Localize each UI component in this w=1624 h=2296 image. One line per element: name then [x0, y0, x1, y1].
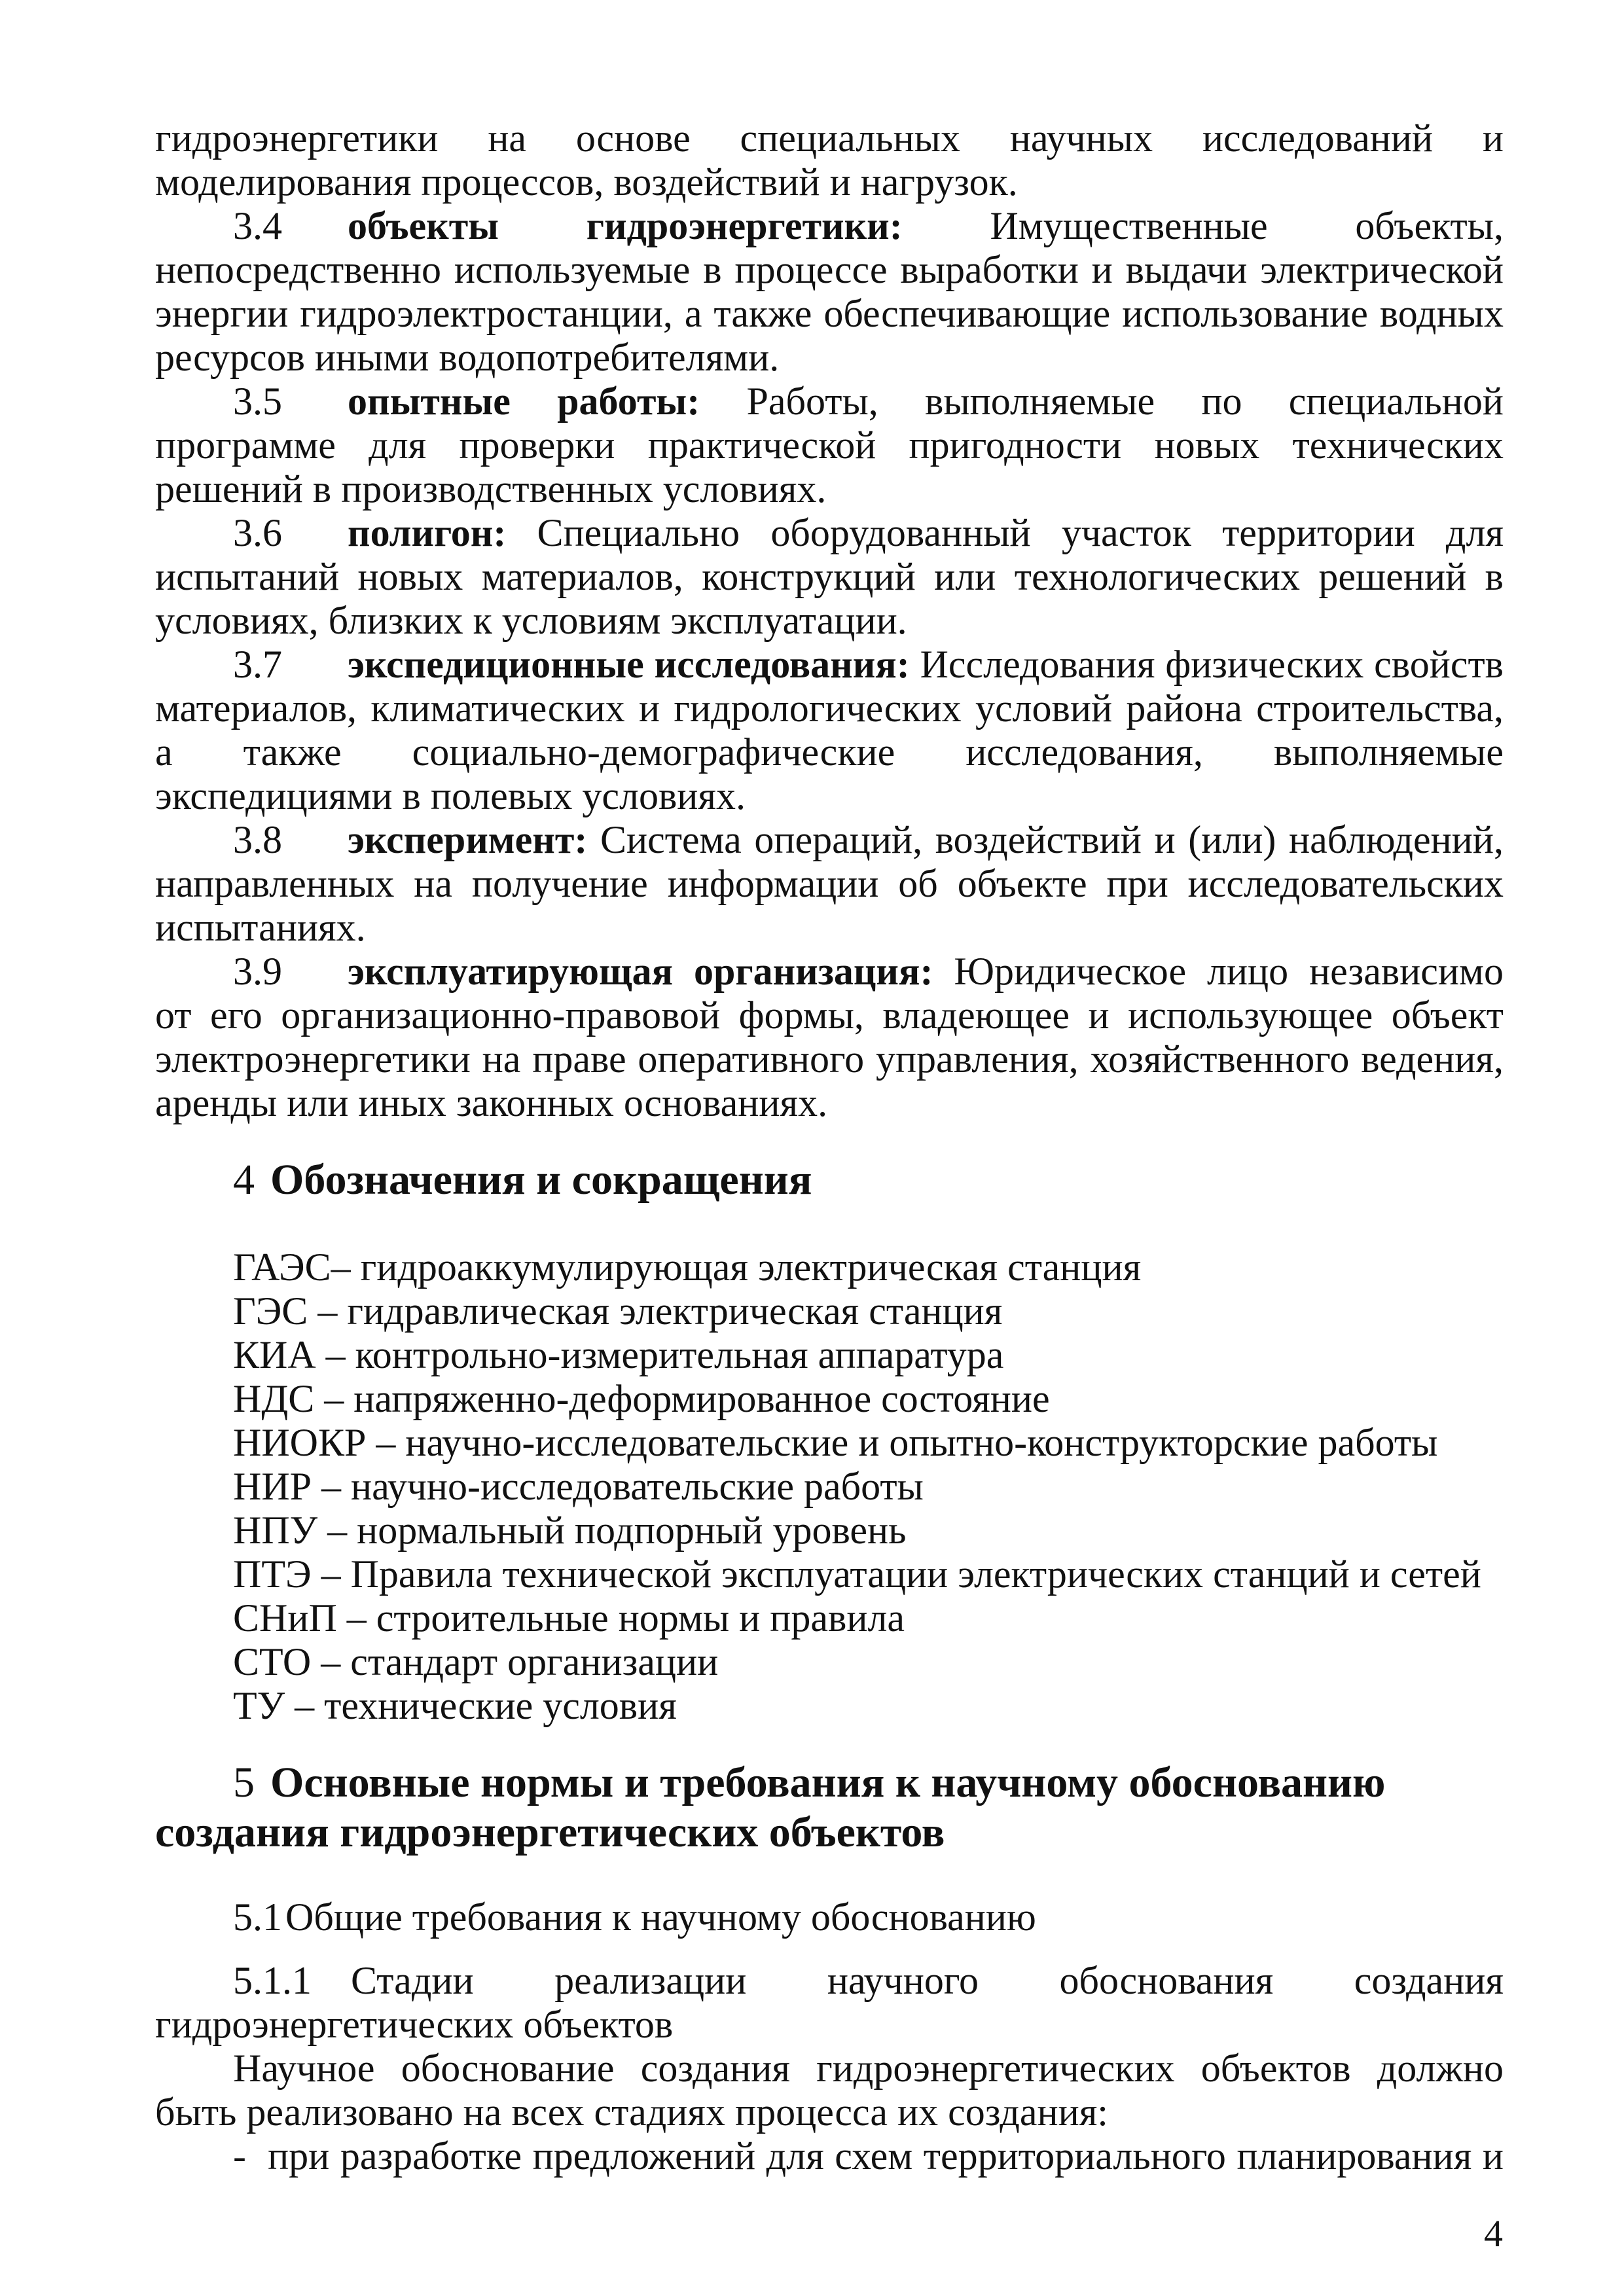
subsection-number: 5.1	[233, 1895, 282, 1939]
page-content	[155, 117, 1504, 2178]
definition-item	[155, 380, 1504, 511]
bullet-text: при разработке предложений для схем территориального планирования и	[268, 2134, 1504, 2178]
abbreviation-item: НИОКР – научно-исследовательские и опытно-конструкторские работы	[233, 1421, 1438, 1464]
bullet-item	[155, 2134, 1504, 2178]
subsection-heading	[155, 1895, 1504, 1939]
definition-term: объекты гидроэнергетики:	[348, 204, 903, 247]
definition-term: экспедиционные исследования:	[348, 643, 910, 686]
section-number: 4	[233, 1156, 255, 1204]
intro-paragraph: гидроэнергетики на основе специальных научных исследований и моделирования процессов, воздействий и нагрузок.	[155, 117, 1504, 204]
subsubsection-number: 5.1.1	[233, 1959, 312, 2002]
definition-term: эксперимент:	[348, 818, 588, 861]
abbreviation-item: ГАЭС– гидроаккумулирующая электрическая станция	[233, 1246, 1142, 1289]
definition-item	[155, 643, 1504, 818]
abbreviation-item: ТУ – технические условия	[233, 1684, 677, 1727]
definition-number: 3.5	[233, 380, 282, 423]
definition-item	[155, 950, 1504, 1125]
definition-number: 3.8	[233, 818, 282, 861]
abbreviation-item: СНиП – строительные нормы и правила	[233, 1596, 905, 1640]
abbreviation-item: КИА – контрольно-измерительная аппаратура	[233, 1333, 1004, 1376]
abbreviation-item: НПУ – нормальный подпорный уровень	[233, 1509, 907, 1552]
definition-text: Специально оборудованный участок территории для испытаний новых материалов, конструкций или технологических решений в условиях, близких к условиям эксплуатации.	[155, 511, 1504, 642]
definition-term: опытные работы:	[348, 380, 700, 423]
subsubsection-heading	[155, 1959, 1504, 2047]
abbreviations-list	[155, 1246, 1504, 1728]
abbreviation-item: ГЭС – гидравлическая электрическая станция	[233, 1289, 1003, 1333]
definition-number: 3.6	[233, 511, 282, 554]
abbreviation-item: НИР – научно-исследовательские работы	[233, 1465, 924, 1508]
definition-text: Работы, выполняемые по специальной программе для проверки практической пригодности новых технических решений в производственных условиях.	[155, 380, 1504, 511]
definition-term: эксплуатирующая организация:	[348, 950, 933, 993]
abbreviation-item: СТО – стандарт организации	[233, 1640, 719, 1683]
section-title: Обозначения и сокращения	[270, 1156, 812, 1204]
section-heading	[155, 1155, 1504, 1205]
definition-number: 3.4	[233, 204, 282, 247]
abbreviation-item: НДС – напряженно-деформированное состояние	[233, 1377, 1050, 1420]
definition-item	[155, 818, 1504, 950]
definition-item	[155, 511, 1504, 643]
page-number: 4	[1484, 2212, 1503, 2255]
definition-text: Система операций, воздействий и (или) наблюдений, направленных на получение информации об объекте при исследовательских испытаниях.	[155, 818, 1504, 949]
definitions-list	[155, 204, 1504, 1125]
definition-text: Исследования физических свойств материалов, климатических и гидрологических условий района строительства, а также социально-демографические исследования, выполняемые экспедициями в полевых условиях.	[155, 643, 1504, 817]
section-heading	[155, 1758, 1504, 1857]
definition-number: 3.7	[233, 643, 282, 686]
subsubsection-title: Стадии реализации научного обоснования создания гидроэнергетических объектов	[155, 1959, 1504, 2046]
subsection-title: Общие требования к научному обоснованию	[285, 1895, 1036, 1939]
definition-text: Юридическое лицо независимо от его организационно-правовой формы, владеющее и использующее объект электроэнергетики на праве оперативного управления, хозяйственного ведения, аренды или иных законных основаниях.	[155, 950, 1504, 1124]
section-number: 5	[233, 1759, 255, 1806]
abbreviation-item: ПТЭ – Правила технической эксплуатации электрических станций и сетей	[233, 1552, 1481, 1596]
definition-text: Имущественные объекты, непосредственно используемые в процессе выработки и выдачи электрической энергии гидроэлектростанции, а также обеспечивающие использование водных ресурсов иными водопотребителями.	[155, 204, 1504, 379]
body-paragraph: Научное обоснование создания гидроэнергетических объектов должно быть реализовано на всех стадиях процесса их создания:	[155, 2047, 1504, 2134]
definition-number: 3.9	[233, 950, 282, 993]
bullet-marker: -	[233, 2134, 246, 2178]
definition-term: полигон:	[348, 511, 507, 554]
section-title: Основные нормы и требования к научному обоснованию создания гидроэнергетических объектов	[155, 1759, 1386, 1856]
definition-item	[155, 204, 1504, 380]
